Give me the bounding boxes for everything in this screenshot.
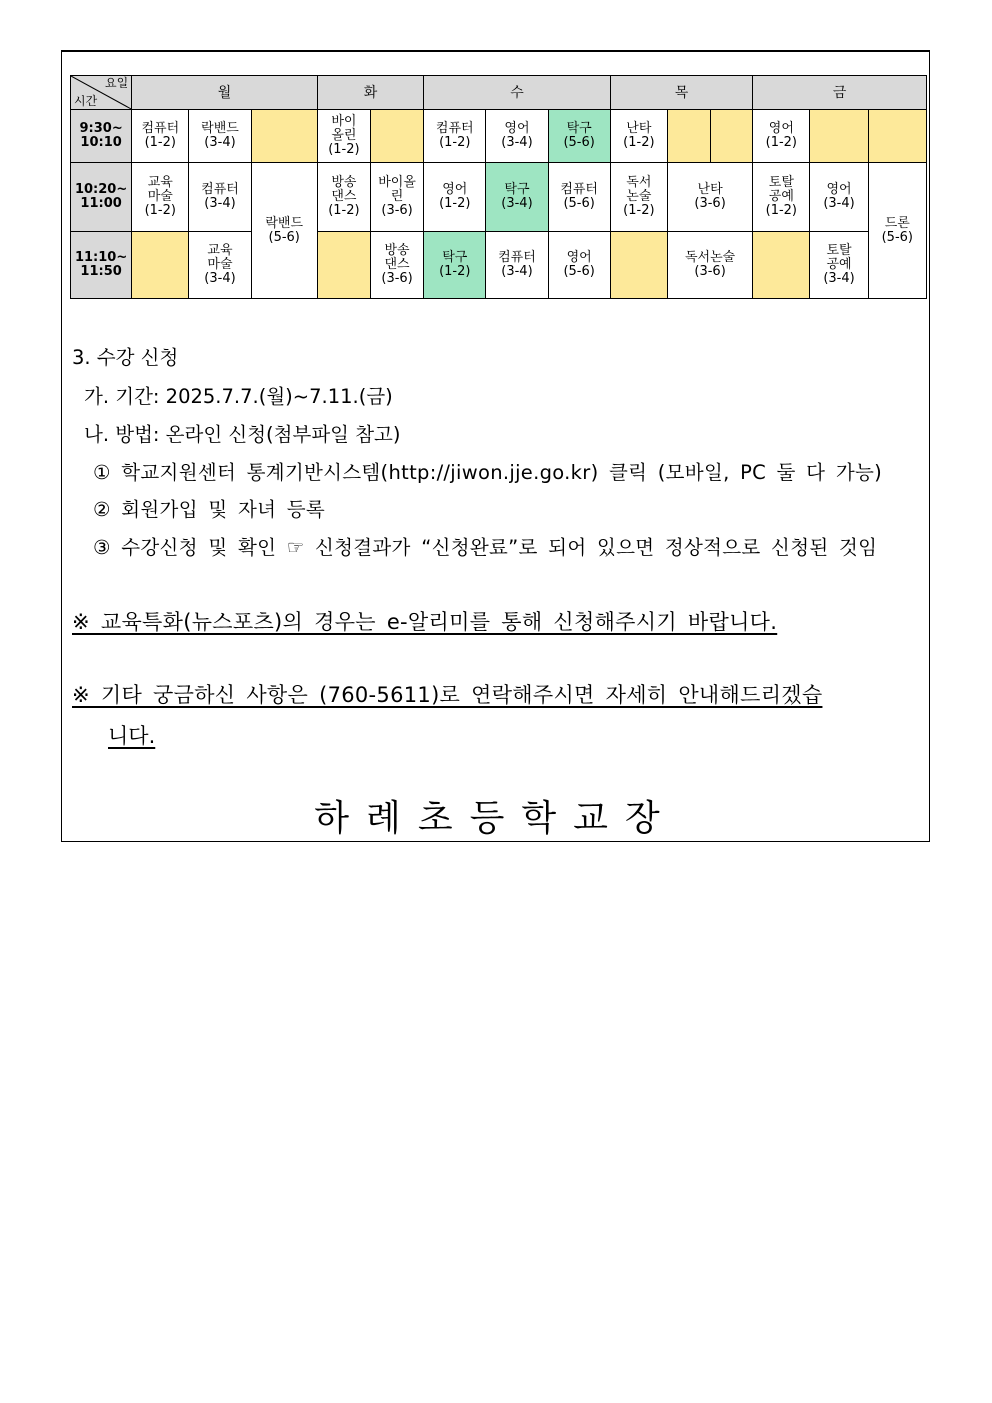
- empty-cell: [132, 232, 189, 299]
- empty-cell: [370, 110, 423, 163]
- class-cell: 락밴드 (5-6): [251, 163, 317, 299]
- corner-day-label: 요일: [105, 76, 129, 90]
- note-sports: ※ 교육특화(뉴스포츠)의 경우는 e-알리미를 통해 신청해주시기 바랍니다.: [72, 610, 778, 634]
- class-cell: 방송 댄스 (1-2): [317, 163, 370, 232]
- empty-cell: [868, 110, 926, 163]
- class-cell: 탁구 (1-2): [424, 232, 486, 299]
- class-cell: 독서 논술 (1-2): [610, 163, 667, 232]
- time-slot-2: 10:20~ 11:00: [71, 163, 132, 232]
- time-slot-3: 11:10~ 11:50: [71, 232, 132, 299]
- class-cell: 컴퓨터 (3-4): [189, 163, 251, 232]
- empty-cell: [667, 110, 710, 163]
- corner-time-label: 시간: [74, 94, 98, 108]
- class-cell: 컴퓨터 (5-6): [548, 163, 610, 232]
- corner-header: [71, 76, 132, 110]
- application-period: 가. 기간: 2025.7.7.(월)~7.11.(금): [84, 385, 393, 408]
- class-cell: 방송 댄스 (3-6): [370, 232, 423, 299]
- class-cell: 난타 (3-6): [667, 163, 752, 232]
- note-contact: ※ 기타 궁금하신 사항은 (760-5611)로 연락해주시면 자세히 안내해드리겠습: [72, 683, 823, 707]
- empty-cell: [251, 110, 317, 163]
- class-cell: 토탈 공예 (3-4): [810, 232, 868, 299]
- step-1: ① 학교지원센터 통계기반시스템(http://jiwon.jje.go.kr) 클릭 (모바일, PC 둘 다 가능): [93, 461, 883, 484]
- class-cell: 영어 (1-2): [753, 110, 810, 163]
- class-cell: 바이 올린 (1-2): [317, 110, 370, 163]
- section-heading: 3. 수강 신청: [72, 346, 179, 369]
- class-cell: 교육 마술 (3-4): [189, 232, 251, 299]
- class-cell: 락밴드 (3-4): [189, 110, 251, 163]
- class-cell: 컴퓨터 (1-2): [424, 110, 486, 163]
- day-header-tue: 화: [317, 76, 423, 110]
- class-cell: 바이올 린 (3-6): [370, 163, 423, 232]
- class-cell: 영어 (1-2): [424, 163, 486, 232]
- class-cell: 난타 (1-2): [610, 110, 667, 163]
- empty-cell: [711, 110, 753, 163]
- class-cell: 독서논술 (3-6): [667, 232, 752, 299]
- step-2: ② 회원가입 및 자녀 등록: [93, 498, 326, 521]
- empty-cell: [317, 232, 370, 299]
- day-header-thu: 목: [610, 76, 752, 110]
- class-cell: 토탈 공예 (1-2): [753, 163, 810, 232]
- class-cell: 영어 (3-4): [486, 110, 548, 163]
- class-cell: 교육 마술 (1-2): [132, 163, 189, 232]
- empty-cell: [610, 232, 667, 299]
- note-contact-cont: 니다.: [108, 724, 156, 748]
- empty-cell: [753, 232, 810, 299]
- day-header-mon: 월: [132, 76, 318, 110]
- day-header-fri: 금: [753, 76, 927, 110]
- class-cell: 컴퓨터 (1-2): [132, 110, 189, 163]
- after-school-timetable: [70, 75, 927, 299]
- class-cell: 탁구 (5-6): [548, 110, 610, 163]
- principal-signature: 하례초등학교장: [314, 798, 677, 839]
- class-cell: 컴퓨터 (3-4): [486, 232, 548, 299]
- time-slot-1: 9:30~ 10:10: [71, 110, 132, 163]
- application-method: 나. 방법: 온라인 신청(첨부파일 참고): [84, 423, 401, 446]
- class-cell: 탁구 (3-4): [486, 163, 548, 232]
- class-cell: 영어 (5-6): [548, 232, 610, 299]
- day-header-wed: 수: [424, 76, 611, 110]
- empty-cell: [810, 110, 868, 163]
- class-cell: 드론 (5-6): [868, 163, 926, 299]
- step-3: ③ 수강신청 및 확인 ☞ 신청결과가 “신청완료”로 되어 있으면 정상적으로 신청된 것임: [93, 536, 878, 559]
- class-cell: 영어 (3-4): [810, 163, 868, 232]
